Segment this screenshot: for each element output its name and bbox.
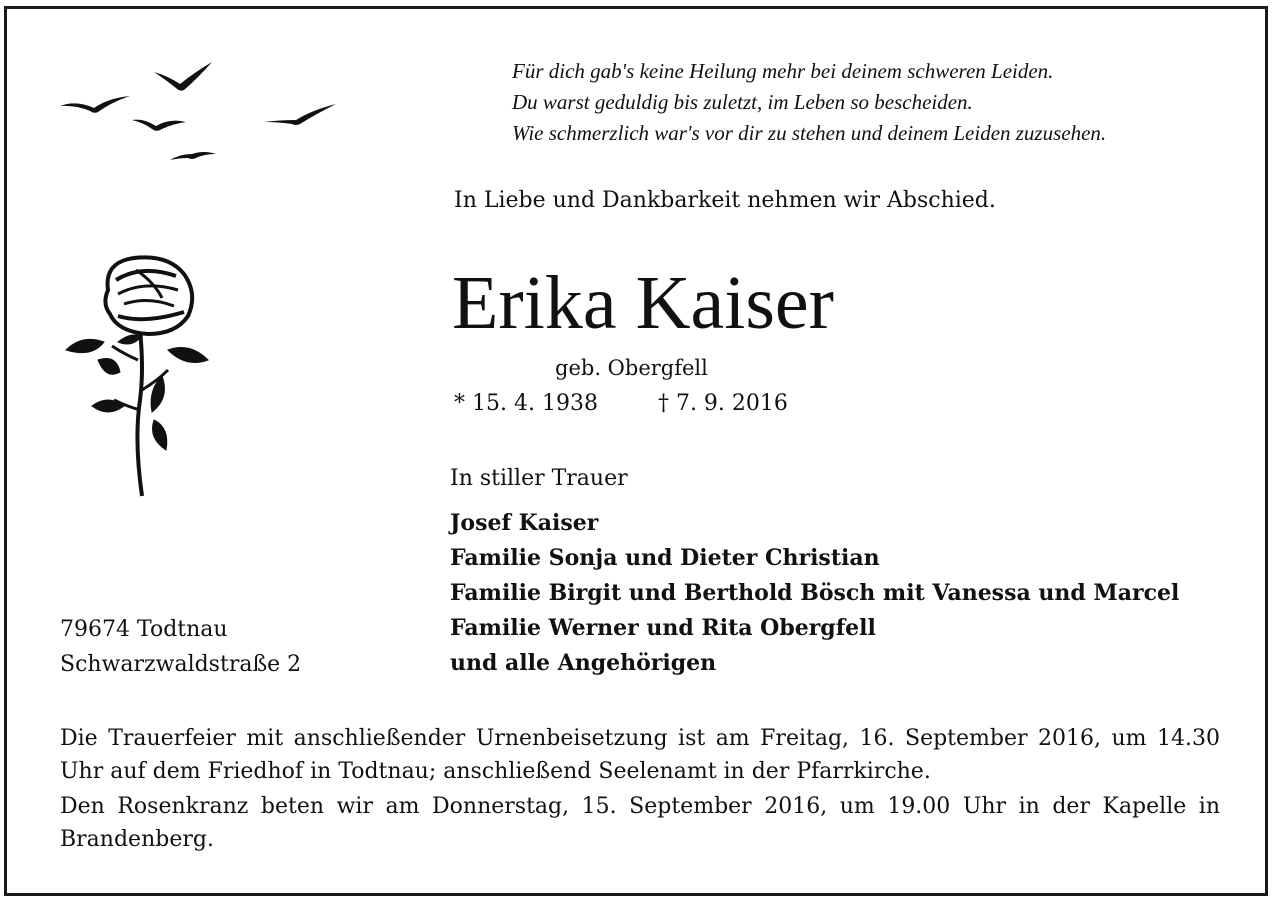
mourner: Familie Werner und Rita Obergfell xyxy=(450,615,876,641)
farewell-intro: In Liebe und Dankbarkeit nehmen wir Abschied. xyxy=(454,188,996,213)
poem-line: Für dich gab's keine Heilung mehr bei deinem schweren Leiden. xyxy=(512,59,1054,83)
mourner: Josef Kaiser xyxy=(450,510,599,536)
service-info xyxy=(60,722,1220,858)
death-date: † 7. 9. 2016 xyxy=(657,391,788,416)
deceased-name: Erika Kaiser xyxy=(452,261,834,345)
poem-line: Wie schmerzlich war's vor dir zu stehen und deinem Leiden zuzusehen. xyxy=(512,121,1107,145)
life-dates xyxy=(454,391,788,416)
address xyxy=(60,612,301,682)
birth-date: * 15. 4. 1938 xyxy=(454,391,598,416)
mourner: und alle Angehörigen xyxy=(450,650,717,676)
rose-icon xyxy=(58,250,218,500)
mourner: Familie Sonja und Dieter Christian xyxy=(450,545,880,571)
poem xyxy=(512,56,1106,149)
address-street: Schwarzwaldstraße 2 xyxy=(60,652,302,677)
flying-birds-icon xyxy=(50,50,350,170)
funeral-info: Die Trauerfeier mit anschließender Urnenbeisetzung ist am Freitag, 16. September 2016, um 14.30 Uhr auf dem Friedhof in Todtnau; anschließend Seelenamt in der Pfarrkirche. xyxy=(60,726,1220,784)
mourner: Familie Birgit und Berthold Bösch mit Vanessa und Marcel xyxy=(450,580,1180,606)
address-city: 79674 Todtnau xyxy=(60,617,228,642)
maiden-name: geb. Obergfell xyxy=(555,356,708,380)
mourning-label: In stiller Trauer xyxy=(450,466,628,491)
mourners-list xyxy=(450,506,1179,681)
rosary-info: Den Rosenkranz beten wir am Donnerstag, 15. September 2016, um 19.00 Uhr in der Kapelle in Brandenberg. xyxy=(60,794,1220,852)
poem-line: Du warst geduldig bis zuletzt, im Leben so bescheiden. xyxy=(512,90,973,114)
